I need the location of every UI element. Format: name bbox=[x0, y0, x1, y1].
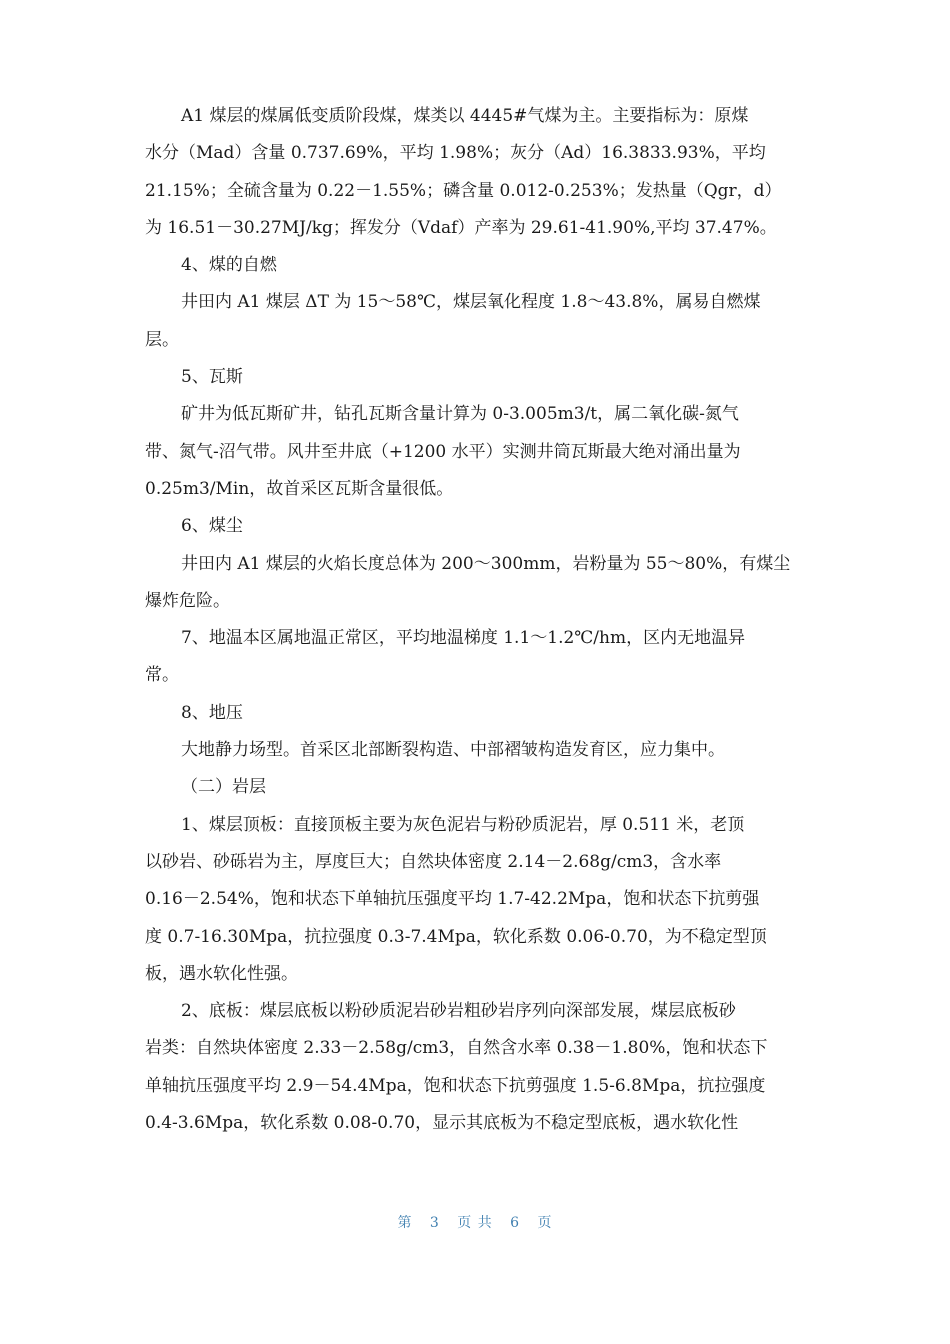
text-line: 井田内 A1 煤层的火焰长度总体为 200～300mm，岩粉量为 55～80%，有煤尘 bbox=[181, 553, 791, 574]
text-line: 以砂岩、砂砾岩为主，厚度巨大；自然块体密度 2.14－2.68g/cm3，含水率 bbox=[145, 851, 722, 872]
text-line: 度 0.7-16.30Mpa，抗拉强度 0.3-7.4Mpa，软化系数 0.06-0.70，为不稳定型顶 bbox=[145, 926, 767, 947]
footer-suffix: 页 bbox=[537, 1215, 553, 1231]
text-line: 6、煤尘 bbox=[181, 516, 243, 537]
footer-middle: 页 共 bbox=[457, 1215, 493, 1231]
text-line: A1 煤层的煤属低变质阶段煤，煤类以 4445#气煤为主。主要指标为：原煤 bbox=[181, 106, 749, 126]
text-line: 板，遇水软化性强。 bbox=[145, 963, 298, 984]
text-line: 0.25m3/Min，故首采区瓦斯含量很低。 bbox=[145, 478, 454, 499]
text-line: 岩类：自然块体密度 2.33－2.58g/cm3，自然含水率 0.38－1.80%，饱和状态下 bbox=[145, 1038, 768, 1059]
text-line: 21.15%；全硫含量为 0.22－1.55%；磷含量 0.012-0.253%；发热量（Qgr，d） bbox=[145, 180, 782, 201]
text-line: （二）岩层 bbox=[181, 777, 266, 798]
text-line: 7、地温本区属地温正常区，平均地温梯度 1.1～1.2℃/hm，区内无地温异 bbox=[181, 628, 746, 649]
text-line: 矿井为低瓦斯矿井，钻孔瓦斯含量计算为 0-3.005m3/t，属二氧化碳-氮气 bbox=[181, 404, 739, 425]
text-line: 层。 bbox=[145, 329, 179, 350]
text-line: 0.4-3.6Mpa，软化系数 0.08-0.70，显示其底板为不稳定型底板，遇水软化性 bbox=[145, 1113, 739, 1134]
footer-prefix: 第 bbox=[397, 1215, 413, 1231]
text-line: 0.16－2.54%，饱和状态下单轴抗压强度平均 1.7-42.2Mpa，饱和状态下抗剪强 bbox=[145, 889, 760, 910]
text-line: 常。 bbox=[145, 665, 179, 686]
text-line: 大地静力场型。首采区北部断裂构造、中部褶皱构造发育区，应力集中。 bbox=[181, 740, 725, 761]
text-line: 1、煤层顶板：直接顶板主要为灰色泥岩与粉砂质泥岩，厚 0.511 米，老顶 bbox=[181, 814, 745, 835]
footer-current-page: 3 bbox=[429, 1215, 440, 1231]
text-line: 8、地压 bbox=[181, 702, 243, 723]
text-line: 5、瓦斯 bbox=[181, 367, 243, 388]
text-line: 爆炸危险。 bbox=[145, 590, 230, 611]
footer-total-pages: 6 bbox=[510, 1215, 521, 1231]
text-line: 井田内 A1 煤层 ΔT 为 15～58℃，煤层氧化程度 1.8～43.8%，属易自燃煤 bbox=[181, 292, 761, 313]
text-line: 2、底板：煤层底板以粉砂质泥岩砂岩粗砂岩序列向深部发展，煤层底板砂 bbox=[181, 1001, 736, 1022]
text-line: 水分（Mad）含量 0.737.69%，平均 1.98%；灰分（Ad）16.3833.93%，平均 bbox=[145, 143, 766, 164]
text-line: 单轴抗压强度平均 2.9－54.4Mpa，饱和状态下抗剪强度 1.5-6.8Mpa，抗拉强度 bbox=[145, 1075, 766, 1096]
text-line: 带、氮气-沼气带。风井至井底（+1200 水平）实测井筒瓦斯最大绝对涌出量为 bbox=[145, 441, 741, 462]
page-footer bbox=[0, 1212, 950, 1232]
document-body bbox=[145, 98, 810, 1142]
text-line: 为 16.51－30.27MJ/kg；挥发分（Vdaf）产率为 29.61-41.90%,平均 37.47%。 bbox=[145, 217, 777, 238]
text-line: 4、煤的自燃 bbox=[181, 255, 277, 276]
